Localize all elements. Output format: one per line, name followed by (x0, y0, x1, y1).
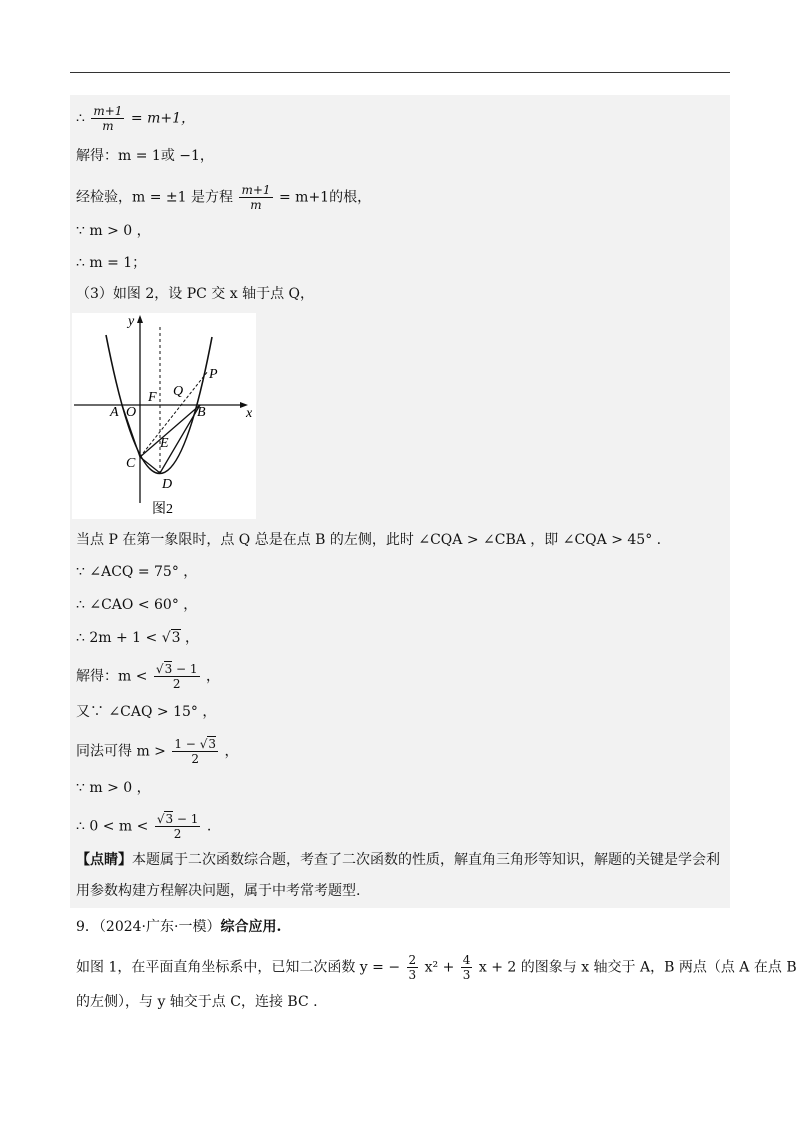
solution-line-2: 解得：m = 1或 −1， (76, 148, 214, 164)
label-x: x (246, 406, 253, 421)
parabola-diagram (72, 313, 256, 519)
fraction: $\frac{m+1}{m}$ (241, 183, 271, 212)
label-a: A (110, 405, 119, 420)
solution-line-11: 解得：m < $\frac{√3 - 1}{2}$ ， (76, 662, 220, 691)
label-q: Q (173, 384, 184, 399)
question-number: 9． (76, 919, 99, 935)
check-text: 经检验，m = ±1 是方程 (76, 189, 233, 206)
solution-line-6: （3）如图 2，设 PC 交 x 轴于点 Q， (76, 286, 315, 302)
label-d: D (162, 477, 173, 492)
equation-rhs: = m+1， (130, 110, 195, 127)
question-title: 综合应用. (220, 919, 282, 935)
solution-line-14: ∵ m > 0 ， (76, 780, 151, 796)
solution-line-10: ∴ 2m + 1 < √3 ， (76, 630, 200, 646)
fraction: $\frac{√3 - 1}{2}$ (155, 662, 198, 691)
therefore-symbol: ∴ (76, 110, 85, 127)
solution-line-1 (76, 104, 195, 133)
label-f: F (148, 390, 157, 405)
label-p: P (209, 367, 218, 382)
dianjing-tag: 【点睛】 (76, 852, 132, 868)
solution-line-8: ∵ ∠ACQ = 75° ， (76, 564, 198, 580)
segment-cd (140, 457, 160, 473)
check-text-end: = m+1的根， (278, 189, 372, 206)
label-y: y (128, 314, 135, 329)
figure-2 (72, 313, 256, 519)
fraction: $\frac{1 - √3}{2}$ (174, 737, 216, 766)
label-o: O (126, 405, 137, 420)
header-rule (70, 72, 730, 73)
sqrt-3: 3 (171, 630, 181, 646)
fraction: $\frac{2}{3}$ (408, 953, 417, 982)
solution-line-5: ∴ m = 1； (76, 255, 147, 271)
question-9-line-2: 的左侧），与 y 轴交于点 C，连接 BC . (76, 994, 318, 1010)
fraction: $\frac{4}{3}$ (462, 953, 471, 982)
fraction: $\frac{m+1}{m}$ (93, 104, 123, 133)
solution-line-3 (76, 183, 371, 212)
question-9-line-1: 如图 1，在平面直角坐标系中，已知二次函数 y = − $\frac{2}{3}$ x² + $\frac{4}{3}$ x + 2 的图象与 x 轴交于 A，B 两点（点 A 在点 B (76, 953, 797, 982)
solution-line-15: ∴ 0 < m < $\frac{√3 - 1}{2}$ . (76, 812, 212, 841)
solution-line-13: 同法可得 m > $\frac{1 - √3}{2}$ ， (76, 737, 239, 766)
question-source: （2024·广东·一模） (98, 919, 221, 935)
solution-line-4: ∵ m > 0 ， (76, 223, 151, 239)
y-axis-arrow (137, 315, 143, 323)
fraction: $\frac{√3 - 1}{2}$ (156, 812, 199, 841)
solution-line-7: 当点 P 在第一象限时，点 Q 总是在点 B 的左侧，此时 ∠CQA > ∠CBA ，即 ∠CQA > 45° . (76, 532, 662, 548)
label-e: E (160, 436, 169, 451)
figure-caption: 图2 (152, 502, 173, 517)
question-9-header (76, 917, 281, 937)
dianjing-line-1: 【点睛】本题属于二次函数综合题，考查了二次函数的性质，解直角三角形等知识，解题的关键是学会利 (76, 852, 720, 868)
solution-line-12: 又∵ ∠CAQ > 15° ， (76, 704, 217, 720)
label-c: C (126, 456, 136, 471)
label-b: B (197, 405, 206, 420)
dianjing-line-2: 用参数构建方程解决问题，属于中考常考题型. (76, 883, 361, 899)
segment-cb (140, 405, 200, 457)
solution-line-9: ∴ ∠CAO < 60° ， (76, 597, 198, 613)
